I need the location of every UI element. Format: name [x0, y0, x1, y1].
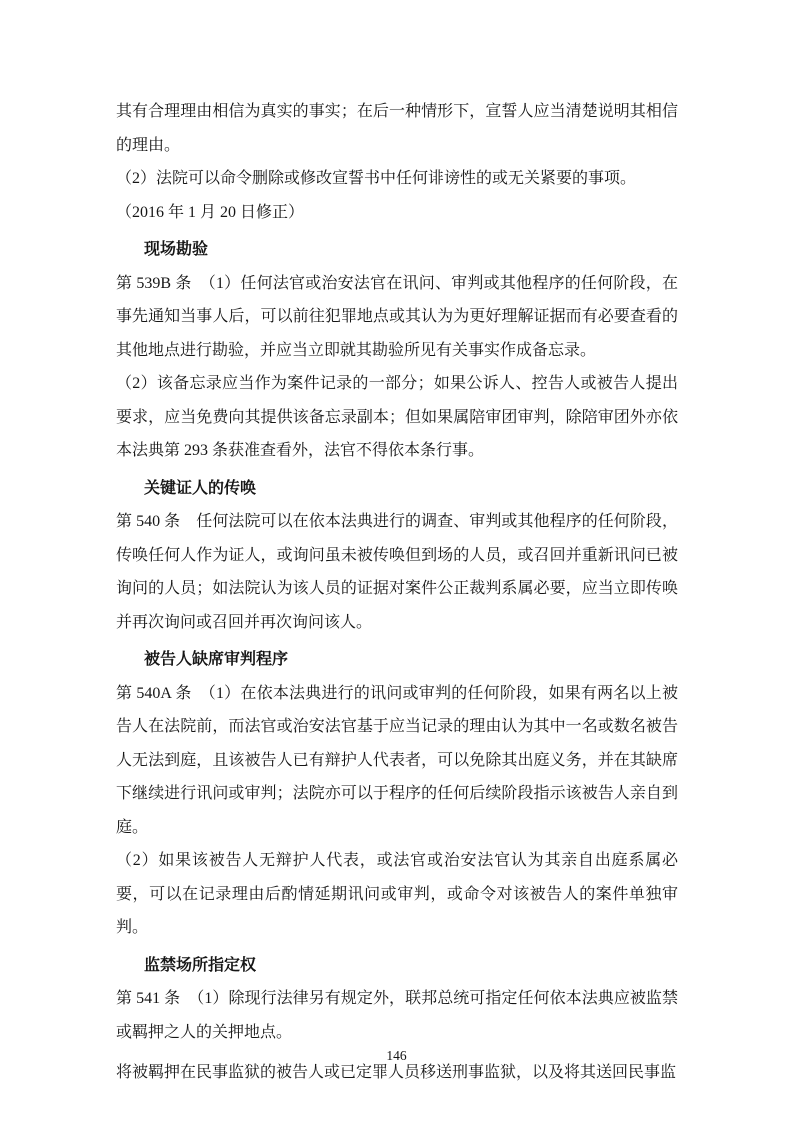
- section-heading-summon-witness: 关键证人的传唤: [144, 479, 257, 497]
- paragraph-affidavit-clause-2: （2）法院可以命令删除或修改宣誓书中任何诽谤性的或无关紧要的事项。: [116, 170, 637, 187]
- paragraph-oath-belief-continuation: 其有合理理由相信为真实的事实；在后一种情形下，宣誓人应当清楚说明其相信的理由。: [116, 103, 678, 154]
- paragraph-section-541-1: 第 541 条 （1）除现行法律另有规定外，联邦总统可指定任何依本法典应被监禁或羁押之人的关押地点。: [116, 990, 678, 1041]
- section-heading-local-inspection: 现场勘验: [144, 241, 209, 258]
- paragraph-section-539b-2: （2）该备忘录应当作为案件记录的一部分；如果公诉人、控告人或被告人提出要求，应当免费向其提供该备忘录副本；但如果属陪审团审判，除陪审团外亦依本法典第 293 条获准查看外，法官不得依本条行事。: [116, 375, 678, 459]
- paragraph-section-541-transfer: 将被羁押在民事监狱的被告人或已定罪人员移送刑事监狱，以及将其送回民事监: [116, 1064, 677, 1081]
- paragraph-section-540: 第 540 条 任何法院可以在依本法典进行的调查、审判或其他程序的任何阶段，传唤任何人作为证人，或询问虽未被传唤但到场的人员，或召回并重新讯问已被询问的人员；如法院认为该人员的证据对案件公正裁判系属必要，应当立即传唤并再次询问或召回并再次询问该人。: [116, 513, 678, 631]
- page-number: 146: [386, 1048, 407, 1063]
- paragraph-section-539b-1: 第 539B 条 （1）任何法官或治安法官在讯问、审判或其他程序的任何阶段，在事先通知当事人后，可以前往犯罪地点或其认为为更好理解证据而有必要查看的其他地点进行勘验，并应当立即就其勘验所见有关事实作成备忘录。: [116, 274, 678, 359]
- document-body: [116, 95, 678, 1090]
- section-heading-place-of-confinement: 监禁场所指定权: [144, 956, 257, 974]
- paragraph-amendment-date: （2016 年 1 月 20 日修正）: [116, 203, 305, 221]
- section-heading-trial-in-absence: 被告人缺席审判程序: [144, 651, 289, 668]
- paragraph-section-540a-2: （2）如果该被告人无辩护人代表，或法官或治安法官认为其亲自出庭系属必要，可以在记录理由后酌情延期讯问或审判，或命令对该被告人的案件单独审判。: [116, 852, 678, 936]
- paragraph-section-540a-1: 第 540A 条 （1）在依本法典进行的讯问或审判的任何阶段，如果有两名以上被告人在法院前，而法官或治安法官基于应当记录的理由认为其中一名或数名被告人无法到庭，且该被告人已有辩护人代表者，可以免除其出庭义务，并在其缺席下继续进行讯问或审判；法院亦可以于程序的任何后续阶段指示该被告人亲自到庭。: [116, 684, 678, 836]
